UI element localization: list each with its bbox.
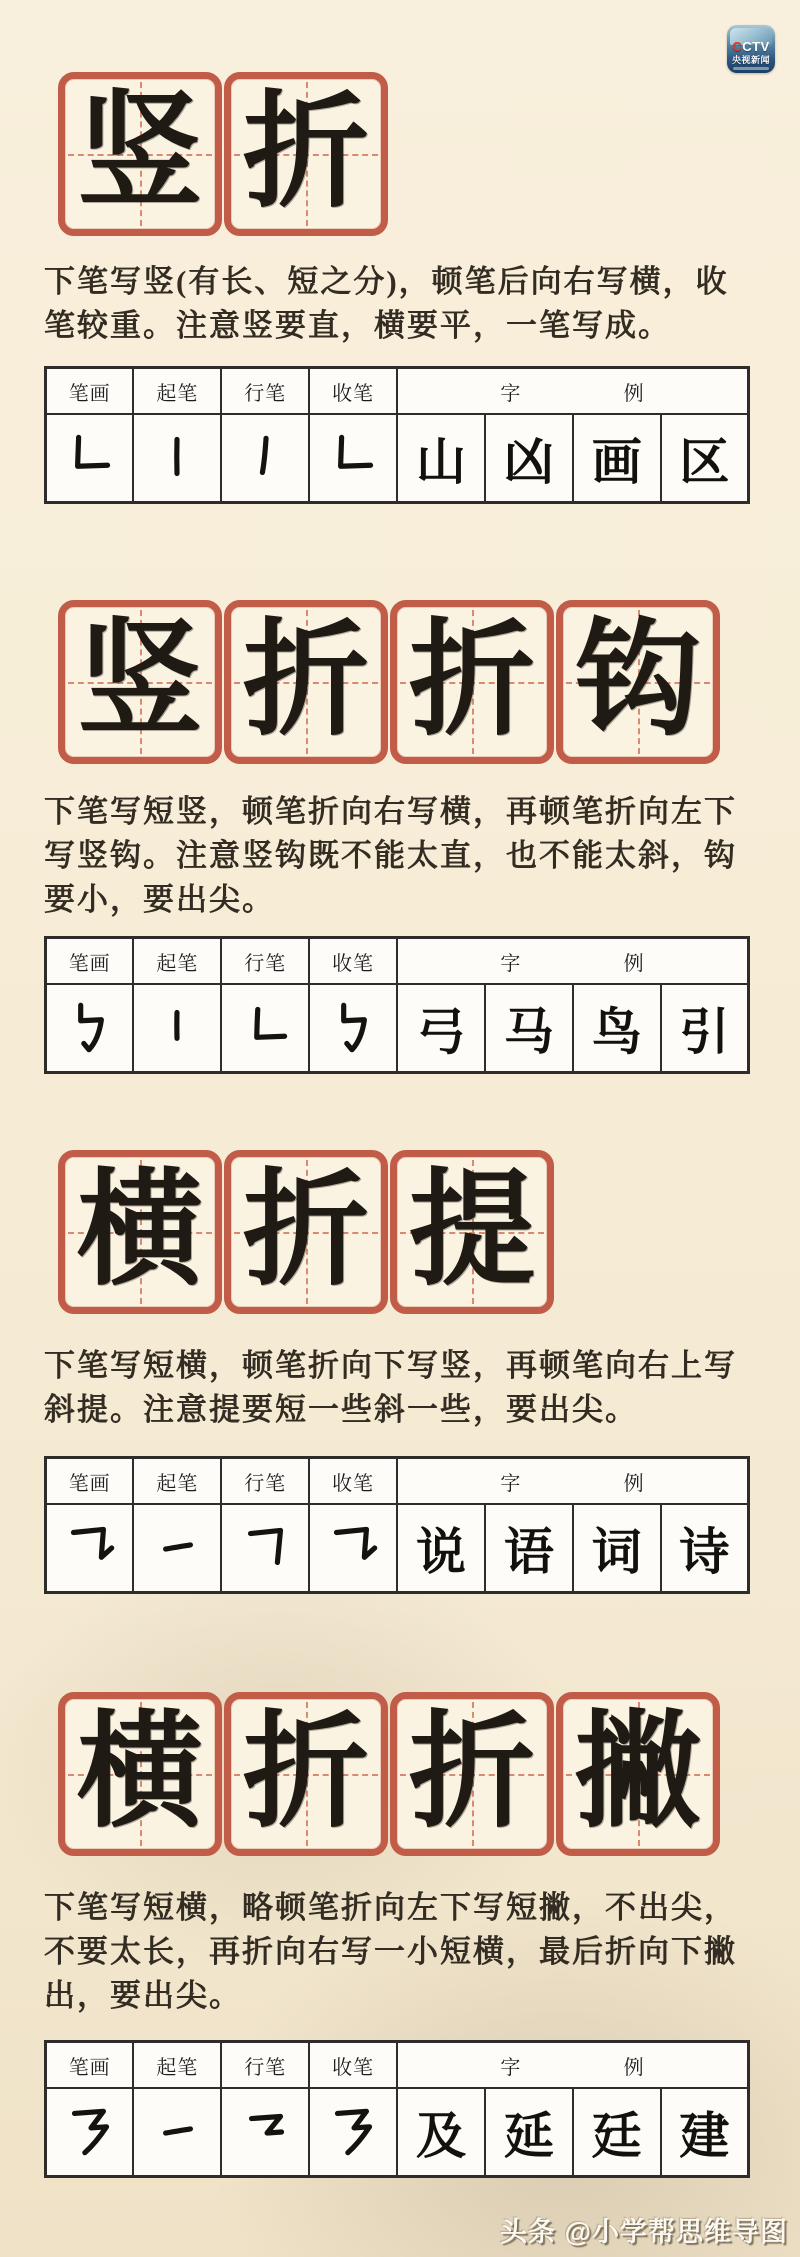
cell-xingbi xyxy=(221,414,309,503)
stroke-glyph-shoubi-icon xyxy=(322,427,384,489)
stamp-character: 撇 xyxy=(575,1704,701,1843)
stroke-glyph-bihua-icon xyxy=(59,427,121,489)
header-zili xyxy=(397,1458,749,1505)
stroke-table xyxy=(44,1456,750,1594)
header-xingbi: 行笔 xyxy=(221,938,309,985)
logo-brand-text: CCTV xyxy=(732,39,770,54)
cell-xingbi xyxy=(221,1504,309,1593)
table-data-row xyxy=(46,1504,749,1593)
stamp-character: 横 xyxy=(77,1704,203,1843)
stamp-character: 钩 xyxy=(575,612,701,751)
header-shoubi: 收笔 xyxy=(309,1458,397,1505)
stamp-box xyxy=(224,1150,388,1314)
stroke-description: 下笔写短横，略顿笔折向左下写短撇，不出尖，不要太长，再折向右写一小短横，最后折向下撇出，要出尖。 xyxy=(44,1890,737,2013)
example-char: 及 xyxy=(397,2088,485,2177)
stamp-row xyxy=(58,1150,756,1314)
example-char: 说 xyxy=(397,1504,485,1593)
header-zili-second: 例 xyxy=(623,1472,645,1495)
header-bihua: 笔画 xyxy=(46,938,134,985)
section-heng-zhe-zhe-pie xyxy=(44,1692,756,2178)
stamp-character: 折 xyxy=(409,612,535,751)
stamp-box xyxy=(58,1150,222,1314)
cell-shoubi xyxy=(309,2088,397,2177)
stamp-box xyxy=(390,600,554,764)
stamp-box xyxy=(58,1692,222,1856)
cell-shoubi xyxy=(309,984,397,1073)
stamp-row xyxy=(58,1692,756,1856)
stamp-row xyxy=(58,600,756,764)
section-heng-zhe-ti xyxy=(44,1150,756,1594)
watermark-credit: 头条 @小学帮思维导图 xyxy=(500,2217,788,2247)
cctv-news-logo xyxy=(727,25,775,73)
header-zili-second: 例 xyxy=(623,952,645,975)
stroke-glyph-xingbi-icon xyxy=(234,1517,296,1579)
stamp-character: 提 xyxy=(409,1162,535,1301)
header-shoubi: 收笔 xyxy=(309,938,397,985)
example-char: 延 xyxy=(485,2088,573,2177)
table-header-row xyxy=(46,2042,749,2089)
stroke-description: 下笔写竖(有长、短之分)，顿笔后向右写横，收笔较重。注意竖要直，横要平，一笔写成。 xyxy=(44,264,729,343)
stroke-glyph-qibi-icon xyxy=(146,1517,208,1579)
header-shoubi: 收笔 xyxy=(309,368,397,415)
stroke-glyph-xingbi-icon xyxy=(234,997,296,1059)
stroke-glyph-qibi-icon xyxy=(146,2101,208,2163)
header-bihua: 笔画 xyxy=(46,368,134,415)
header-shoubi: 收笔 xyxy=(309,2042,397,2089)
example-char: 廷 xyxy=(573,2088,661,2177)
example-char: 山 xyxy=(397,414,485,503)
header-zili xyxy=(397,2042,749,2089)
example-char: 词 xyxy=(573,1504,661,1593)
stroke-glyph-bihua-icon xyxy=(59,997,121,1059)
header-zili-first: 字 xyxy=(500,952,522,975)
stamp-box xyxy=(58,600,222,764)
cell-shoubi xyxy=(309,414,397,503)
header-bihua: 笔画 xyxy=(46,2042,134,2089)
example-char: 诗 xyxy=(661,1504,749,1593)
stamp-box xyxy=(58,72,222,236)
header-zili-second: 例 xyxy=(623,2056,645,2079)
example-char: 弓 xyxy=(397,984,485,1073)
stroke-description: 下笔写短横，顿笔折向下写竖，再顿笔向右上写斜提。注意提要短一些斜一些，要出尖。 xyxy=(44,1348,737,1427)
stroke-glyph-shoubi-icon xyxy=(322,1517,384,1579)
cell-bihua xyxy=(46,2088,134,2177)
cell-xingbi xyxy=(221,984,309,1073)
header-zili-first: 字 xyxy=(500,1472,522,1495)
section-shu-zhe xyxy=(44,72,756,504)
header-qibi: 起笔 xyxy=(133,1458,221,1505)
section-shu-zhe-zhe-gou xyxy=(44,600,756,1074)
header-zili xyxy=(397,368,749,415)
header-zili-first: 字 xyxy=(500,2056,522,2079)
stamp-character: 折 xyxy=(243,1704,369,1843)
table-header-row xyxy=(46,938,749,985)
stamp-box xyxy=(556,600,720,764)
stroke-glyph-shoubi-icon xyxy=(322,997,384,1059)
stamp-row xyxy=(58,72,756,236)
example-char: 引 xyxy=(661,984,749,1073)
example-char: 语 xyxy=(485,1504,573,1593)
stroke-table xyxy=(44,936,750,1074)
logo-sub-line xyxy=(733,67,769,70)
stroke-glyph-xingbi-icon xyxy=(234,427,296,489)
stamp-character: 竖 xyxy=(77,612,203,751)
header-bihua: 笔画 xyxy=(46,1458,134,1505)
header-qibi: 起笔 xyxy=(133,938,221,985)
stamp-box xyxy=(224,72,388,236)
stamp-character: 竖 xyxy=(77,84,203,223)
cell-shoubi xyxy=(309,1504,397,1593)
stamp-character: 折 xyxy=(243,612,369,751)
logo-app-name: 央视新闻 xyxy=(731,55,770,65)
cell-qibi xyxy=(133,2088,221,2177)
stamp-character: 横 xyxy=(77,1162,203,1301)
stroke-glyph-bihua-icon xyxy=(59,2101,121,2163)
header-zili-second: 例 xyxy=(623,382,645,405)
header-zili-first: 字 xyxy=(500,382,522,405)
stamp-box xyxy=(224,600,388,764)
header-xingbi: 行笔 xyxy=(221,1458,309,1505)
stroke-glyph-qibi-icon xyxy=(146,427,208,489)
stroke-glyph-qibi-icon xyxy=(146,997,208,1059)
cell-qibi xyxy=(133,984,221,1073)
table-header-row xyxy=(46,1458,749,1505)
stamp-box xyxy=(224,1692,388,1856)
stamp-character: 折 xyxy=(243,1162,369,1301)
example-char: 凶 xyxy=(485,414,573,503)
example-char: 鸟 xyxy=(573,984,661,1073)
cell-qibi xyxy=(133,1504,221,1593)
example-char: 马 xyxy=(485,984,573,1073)
stamp-box xyxy=(390,1150,554,1314)
stamp-box xyxy=(556,1692,720,1856)
stroke-glyph-bihua-icon xyxy=(59,1517,121,1579)
example-char: 画 xyxy=(573,414,661,503)
header-qibi: 起笔 xyxy=(133,2042,221,2089)
stroke-table xyxy=(44,2040,750,2178)
example-char: 建 xyxy=(661,2088,749,2177)
cell-bihua xyxy=(46,414,134,503)
header-zili xyxy=(397,938,749,985)
stroke-table xyxy=(44,366,750,504)
stamp-character: 折 xyxy=(243,84,369,223)
table-header-row xyxy=(46,368,749,415)
table-data-row xyxy=(46,414,749,503)
header-qibi: 起笔 xyxy=(133,368,221,415)
stamp-character: 折 xyxy=(409,1704,535,1843)
cell-qibi xyxy=(133,414,221,503)
cell-bihua xyxy=(46,984,134,1073)
table-data-row xyxy=(46,984,749,1073)
table-data-row xyxy=(46,2088,749,2177)
stroke-glyph-xingbi-icon xyxy=(234,2101,296,2163)
header-xingbi: 行笔 xyxy=(221,368,309,415)
cell-xingbi xyxy=(221,2088,309,2177)
stroke-description: 下笔写短竖，顿笔折向右写横，再顿笔折向左下写竖钩。注意竖钩既不能太直，也不能太斜，钩要小，要出尖。 xyxy=(44,794,737,917)
stroke-glyph-shoubi-icon xyxy=(322,2101,384,2163)
cell-bihua xyxy=(46,1504,134,1593)
example-char: 区 xyxy=(661,414,749,503)
stamp-box xyxy=(390,1692,554,1856)
header-xingbi: 行笔 xyxy=(221,2042,309,2089)
